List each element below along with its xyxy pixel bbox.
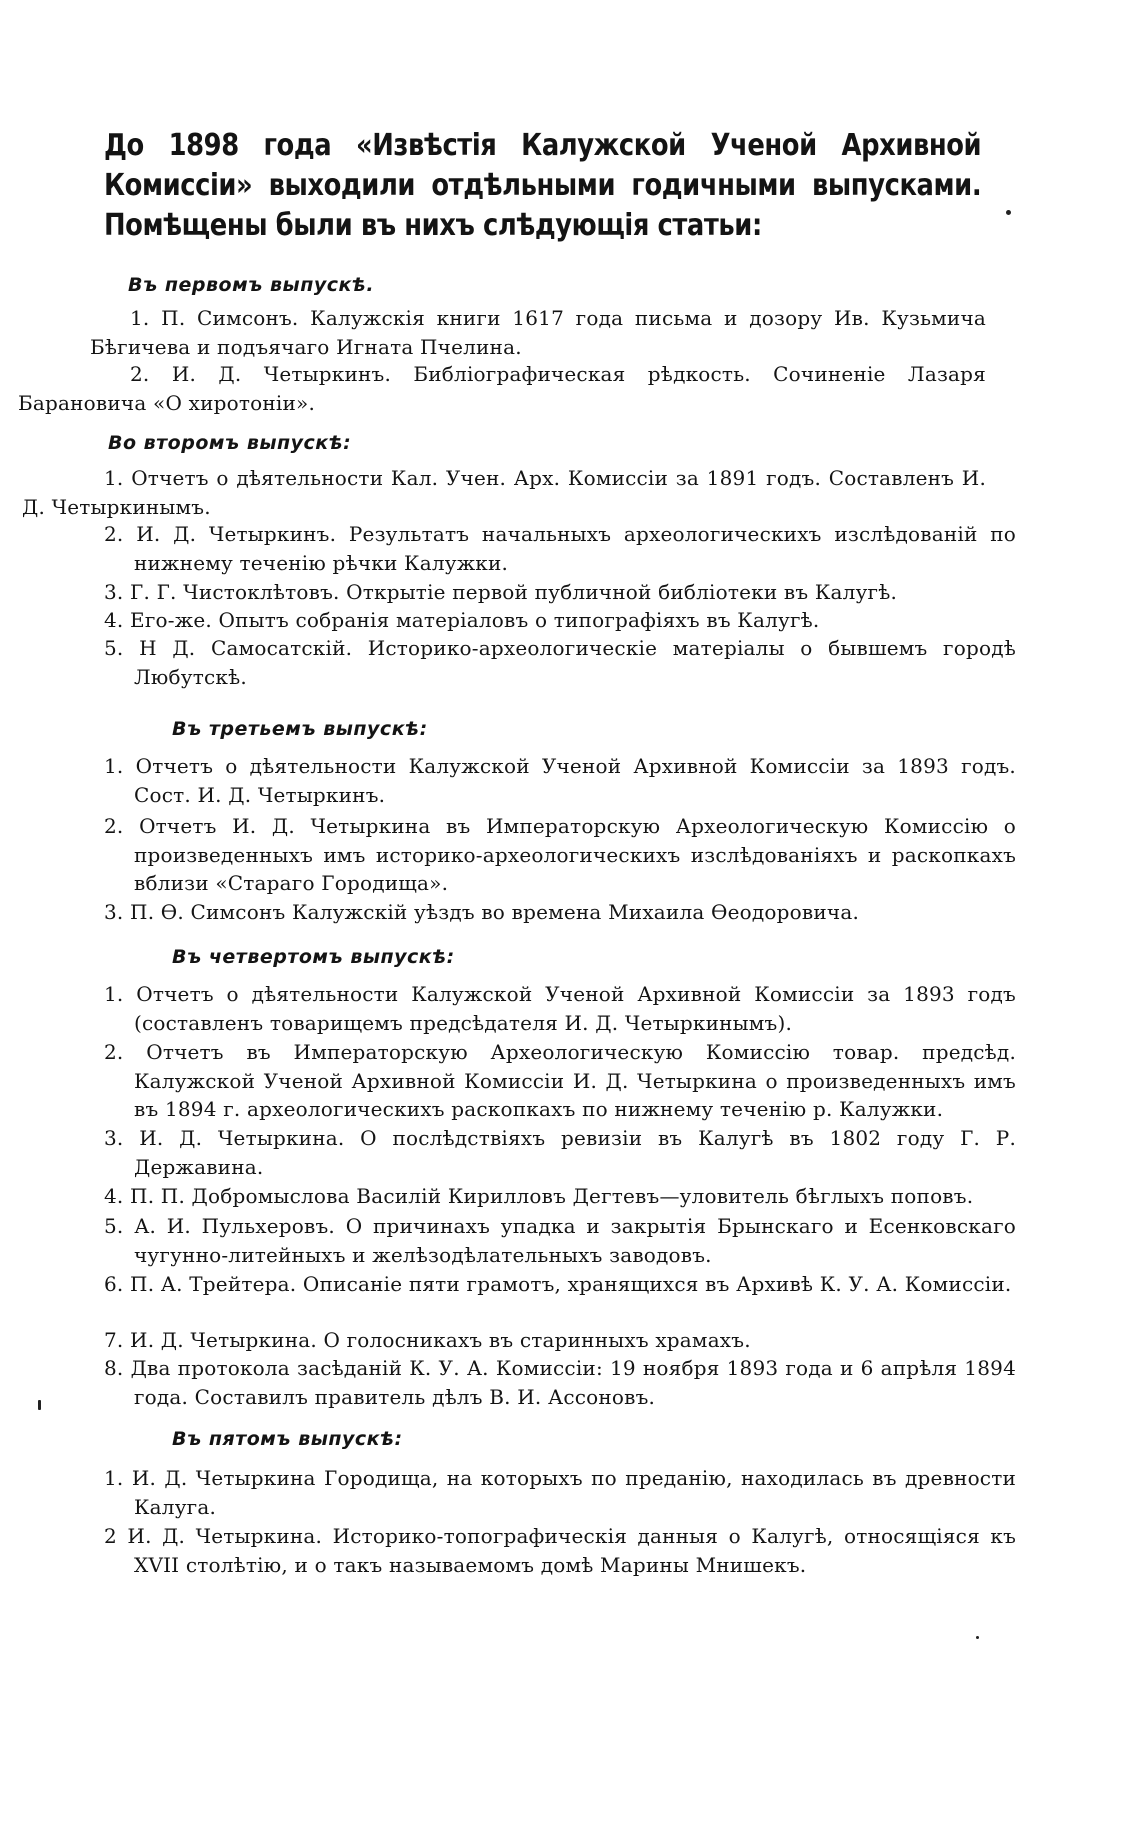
entry-text: П. Ѳ. Симсонъ Калужскій уѣздъ во времена Михаила Ѳеодоровича. bbox=[130, 900, 860, 924]
entry-number: 5. bbox=[104, 1214, 124, 1238]
entry-number: 6. bbox=[104, 1272, 124, 1296]
entry-2-1 bbox=[22, 464, 986, 521]
entry-1-1 bbox=[90, 304, 986, 361]
section-heading-2: Во второмъ выпускѣ: bbox=[108, 432, 352, 454]
entry-text: И. Д. Четыркина. Историко-топографическія данныя о Калугѣ, относящіяся къ XVII столѣтію, и о такъ называемомъ домѣ Марины Мнишекъ. bbox=[127, 1524, 1016, 1577]
entry-number: 1. bbox=[130, 306, 150, 330]
entry-number: 3. bbox=[104, 580, 124, 604]
entry-4-2 bbox=[104, 1038, 1016, 1124]
entry-4-6 bbox=[104, 1270, 1016, 1299]
entry-text: А. И. Пульхеровъ. О причинахъ упадка и закрытія Брынскаго и Есенковскаго чугунно-литейныхъ и желѣзодѣлательныхъ заводовъ. bbox=[134, 1214, 1016, 1267]
scan-speck bbox=[1006, 210, 1011, 215]
entry-number: 4. bbox=[104, 608, 124, 632]
entry-number: 2. bbox=[104, 1040, 124, 1064]
entry-1-2 bbox=[18, 360, 986, 417]
entry-4-1 bbox=[104, 980, 1016, 1037]
entry-number: 8. bbox=[104, 1356, 124, 1380]
entry-4-3 bbox=[104, 1124, 1016, 1181]
entry-4-7 bbox=[104, 1326, 1016, 1355]
entry-number: 2. bbox=[104, 522, 124, 546]
entry-text: Отчетъ И. Д. Четыркина въ Императорскую Археологическую Комиссію о произведенныхъ имъ историко-археологическихъ изслѣдованіяхъ и раскопкахъ вблизи «Стараго Городища». bbox=[134, 814, 1017, 895]
entry-number: 2 bbox=[104, 1524, 117, 1548]
entry-number: 3. bbox=[104, 900, 124, 924]
entry-4-5 bbox=[104, 1212, 1016, 1269]
entry-4-8 bbox=[104, 1354, 1016, 1411]
entry-number: 1. bbox=[104, 466, 124, 490]
entry-number: 4. bbox=[104, 1184, 124, 1208]
entry-text: П. П. Добромыслова Василій Кирилловъ Дегтевъ—уловитель бѣглыхъ поповъ. bbox=[130, 1184, 974, 1208]
entry-number: 7. bbox=[104, 1328, 124, 1352]
entry-text: Отчетъ о дѣятельности Калужской Ученой Архивной Комиссіи за 1893 годъ (составленъ товарищемъ предсѣдателя И. Д. Четыркинымъ). bbox=[134, 982, 1016, 1035]
entry-text: П. Симсонъ. Калужскія книги 1617 года письма и дозору Ив. Кузьмича Бѣгичева и подъячаго Игната Пчелина. bbox=[90, 306, 986, 359]
entry-3-2 bbox=[104, 812, 1016, 898]
entry-5-2 bbox=[104, 1522, 1016, 1579]
entry-number: 2. bbox=[130, 362, 150, 386]
entry-2-5 bbox=[104, 634, 1016, 691]
entry-text: Отчетъ въ Императорскую Археологическую Комиссію товар. предсѣд. Калужской Ученой Архивной Комиссіи И. Д. Четыркина о произведенныхъ имъ въ 1894 г. археологическихъ раскопкахъ по нижнему теченію р. Калужки. bbox=[134, 1040, 1016, 1121]
entry-text: И. Д. Четыркинъ. Результатъ начальныхъ археологическихъ изслѣдованій по нижнему теченію рѣчки Калужки. bbox=[134, 522, 1016, 575]
entry-text: Н Д. Самосатскій. Историко-археологическіе матеріалы о бывшемъ городѣ Любутскѣ. bbox=[134, 636, 1016, 689]
section-heading-4: Въ четвертомъ выпускѣ: bbox=[172, 946, 455, 968]
intro-paragraph: До 1898 года «Извѣстія Калужской Ученой Архивной Комиссіи» выходили отдѣльными годичными выпусками. Помѣщены были въ нихъ слѣдующія статьи: bbox=[104, 128, 982, 243]
section-heading-1: Въ первомъ выпускѣ. bbox=[128, 274, 375, 296]
scan-speck bbox=[976, 1636, 979, 1639]
entry-number: 1. bbox=[104, 982, 124, 1006]
entry-5-1 bbox=[104, 1464, 1016, 1521]
entry-text: И. Д. Четыркина. О послѣдствіяхъ ревизіи въ Калугѣ въ 1802 году Г. Р. Державина. bbox=[134, 1126, 1017, 1179]
entry-text: Его-же. Опытъ собранія матеріаловъ о типографіяхъ въ Калугѣ. bbox=[130, 608, 820, 632]
entry-text: Отчетъ о дѣятельности Калужской Ученой Архивной Комиссіи за 1893 годъ. Сост. И. Д. Четыркинъ. bbox=[134, 754, 1016, 807]
entry-text: И. Д. Четыркина Городища, на которыхъ по преданію, находилась въ древности Калуга. bbox=[131, 1466, 1016, 1519]
entry-text: Два протокола засѣданій К. У. А. Комиссіи: 19 ноября 1893 года и 6 апрѣля 1894 года. Составилъ правитель дѣлъ В. И. Ассоновъ. bbox=[130, 1356, 1016, 1409]
entry-number: 1. bbox=[104, 754, 124, 778]
entry-2-4 bbox=[104, 606, 1016, 635]
section-heading-5: Въ пятомъ выпускѣ: bbox=[172, 1428, 403, 1450]
scan-speck bbox=[38, 1400, 41, 1410]
entry-number: 1. bbox=[104, 1466, 124, 1490]
entry-number: 3. bbox=[104, 1126, 124, 1150]
entry-3-1 bbox=[104, 752, 1016, 809]
entry-3-3 bbox=[104, 898, 1016, 927]
entry-2-2 bbox=[104, 520, 1016, 577]
entry-number: 5. bbox=[104, 636, 124, 660]
entry-text: П. А. Трейтера. Описаніе пяти грамотъ, хранящихся въ Архивѣ К. У. А. Комиссіи. bbox=[130, 1272, 1012, 1296]
section-heading-3: Въ третьемъ выпускѣ: bbox=[172, 718, 428, 740]
entry-text: Отчетъ о дѣятельности Кал. Учен. Арх. Комиссіи за 1891 годъ. Составленъ И. Д. Четыркинымъ. bbox=[22, 466, 987, 519]
entry-text: И. Д. Четыркина. О голосникахъ въ старинныхъ храмахъ. bbox=[130, 1328, 751, 1352]
entry-4-4 bbox=[104, 1182, 1016, 1211]
entry-number: 2. bbox=[104, 814, 124, 838]
entry-text: И. Д. Четыркинъ. Библіографическая рѣдкость. Сочиненіе Лазаря Барановича «О хиротоніи». bbox=[18, 362, 986, 415]
entry-text: Г. Г. Чистоклѣтовъ. Открытіе первой публичной библіотеки въ Калугѣ. bbox=[130, 580, 898, 604]
entry-2-3 bbox=[104, 578, 1016, 607]
